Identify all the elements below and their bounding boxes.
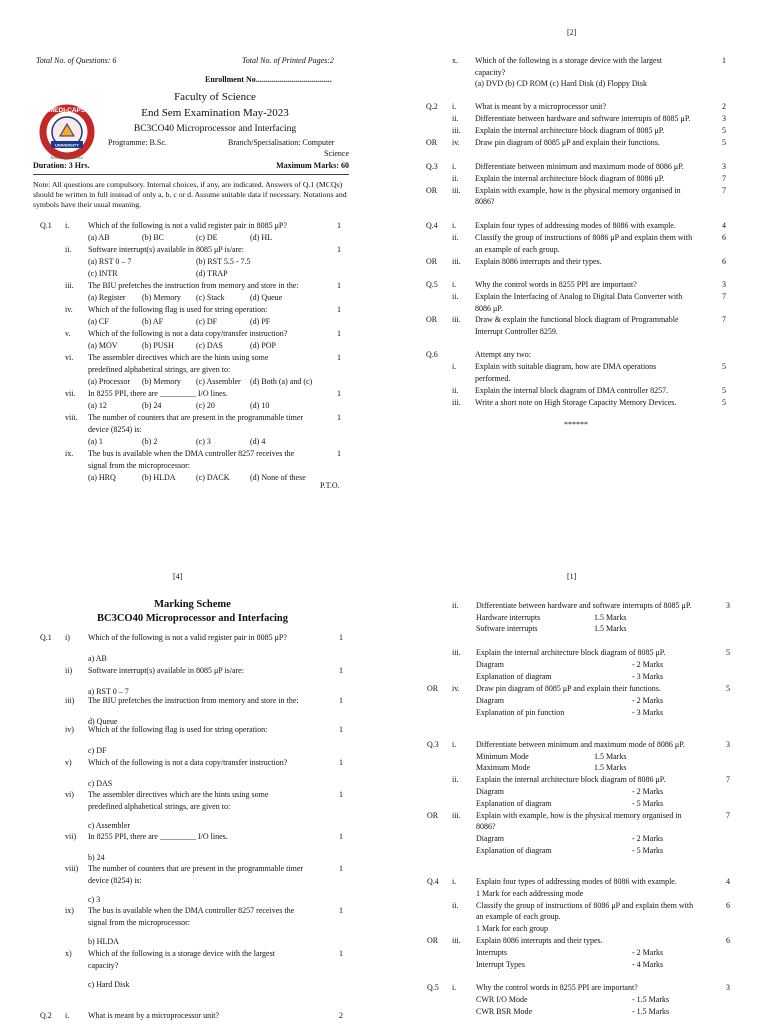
scheme-text: Explain four types of addressing modes of 8086 with example.: [476, 877, 677, 886]
scheme-text: Interrupt Types: [476, 960, 525, 969]
question-label: Q.6: [426, 350, 438, 359]
total-printed-pages: Total No. of Printed Pages:2: [242, 56, 334, 65]
exam-page-1: [0, 0, 384, 512]
marks: 1: [337, 353, 341, 362]
answer: c) DAS: [88, 779, 113, 788]
option: (b) 24: [142, 401, 162, 410]
answer: d) Queue: [88, 717, 118, 726]
question-text: 8086?: [475, 197, 495, 206]
question-label: Q.3: [427, 740, 439, 749]
marks: 2: [339, 1011, 343, 1020]
subpart-number: i.: [452, 740, 457, 749]
svg-text:UNIVERSITY: UNIVERSITY: [54, 142, 80, 148]
scheme-text: Maximum Mode: [476, 763, 530, 772]
scheme-text: Hardware interrupts: [476, 613, 541, 622]
subpart-number: viii): [65, 864, 79, 873]
marking-scheme-title: Marking Scheme: [154, 599, 231, 610]
question-text: The bus is available when the DMA controller 8257 receives the: [88, 906, 295, 915]
option: (b) BC: [142, 233, 164, 242]
question-text: signal from the microprocessor:: [88, 461, 190, 470]
marks: 1: [339, 832, 343, 841]
marks: 1: [337, 281, 341, 290]
marks: 1: [337, 449, 341, 458]
q1-label: Q.1: [40, 221, 52, 230]
option: (b) RST 5.5 - 7.5: [196, 257, 251, 266]
question-label: Q.2: [40, 1011, 52, 1020]
subpart-number: iii.: [452, 186, 461, 195]
scheme-marks: - 2 Marks: [632, 660, 664, 669]
question-number: vi.: [65, 353, 74, 362]
subpart-number: ii.: [452, 901, 459, 910]
scheme-text: 1 Mark for each addressing mode: [476, 889, 584, 898]
option: (c) DE: [196, 233, 218, 242]
subpart-number: ii.: [452, 386, 459, 395]
branch-cont: Science: [324, 149, 349, 158]
marks: 2: [722, 102, 726, 111]
marks: 4: [726, 877, 730, 886]
answer: c) Assembler: [88, 821, 130, 830]
scheme-text: Explanation of diagram: [476, 846, 552, 855]
subpart-number: i.: [452, 362, 457, 371]
marks: 1: [339, 696, 343, 705]
subpart-number: iii.: [452, 257, 461, 266]
question-label: OR: [426, 257, 438, 266]
scheme-text: 1 Mark for each group: [476, 924, 548, 933]
question-text: Explain the internal block diagram of DMA controller 8257.: [475, 386, 669, 395]
scheme-text: Diagram: [476, 660, 504, 669]
question-number: i.: [65, 221, 70, 230]
question-text: Which of the following is not a valid register pair in 8085 μP?: [88, 633, 287, 642]
question-text: (a) DVD (b) CD ROM (c) Hard Disk (d) Floppy Disk: [475, 79, 647, 88]
question-text: Software interrupt(s) available in 8085 μP is/are:: [88, 666, 244, 675]
question-label: OR: [427, 811, 439, 820]
duration: Duration: 3 Hrs.: [33, 161, 90, 170]
answer: c) DF: [88, 746, 107, 755]
question-number: ix.: [65, 449, 74, 458]
marks: 1: [337, 329, 341, 338]
marks: 7: [726, 811, 730, 820]
question-number: iv.: [65, 305, 73, 314]
marking-scheme-page: [0, 512, 384, 1024]
subpart-number: iii.: [452, 811, 461, 820]
scheme-text: Explanation of diagram: [476, 672, 552, 681]
scheme-text: Diagram: [476, 787, 504, 796]
question-text: performed.: [475, 374, 511, 383]
scheme-text: Draw pin diagram of 8085 μP and explain their functions.: [476, 684, 661, 693]
option: (d) 4: [250, 437, 266, 446]
branch: Branch/Specialisation: Computer: [228, 138, 335, 147]
answer: a) RST 0 – 7: [88, 687, 129, 696]
subpart-number: iv.: [452, 684, 460, 693]
page-number: [1]: [567, 572, 577, 581]
question-text: capacity?: [88, 961, 119, 970]
question-text: The assembler directives which are the hints using some: [88, 353, 269, 362]
question-text: Explain with suitable diagram, how are DMA operations: [475, 362, 657, 371]
scheme-marks: - 1.5 Marks: [632, 1007, 670, 1016]
marks: 7: [722, 186, 726, 195]
subpart-number: iii.: [452, 398, 461, 407]
subpart-number: i.: [452, 280, 457, 289]
question-text: The number of counters that are present in the programmable timer: [88, 864, 304, 873]
question-text: Explain four types of addressing modes of 8086 with example.: [475, 221, 676, 230]
scheme-text: Minimum Mode: [476, 752, 529, 761]
question-text: capacity?: [475, 68, 506, 77]
question-text: The number of counters that are present in the programmable timer: [88, 413, 304, 422]
marks: 1: [337, 389, 341, 398]
scheme-text: Explain the internal architecture block diagram of 8086 μP.: [476, 775, 666, 784]
question-text: In 8255 PPI, there are _________ I/O lines.: [88, 832, 228, 841]
marks: 7: [722, 174, 726, 183]
question-text: Which of the following flag is used for string operation:: [88, 305, 268, 314]
exam-name: End Sem Examination May-2023: [141, 107, 289, 119]
question-text: Draw pin diagram of 8085 μP and explain their functions.: [475, 138, 660, 147]
university-logo: [36, 102, 98, 160]
marks: 6: [722, 257, 726, 266]
option: (c) DACK: [196, 473, 230, 482]
option: (d) POP: [250, 341, 277, 350]
option: (a) RST 0 – 7: [88, 257, 132, 266]
marks: 7: [722, 315, 726, 324]
scheme-text: Diagram: [476, 834, 504, 843]
scheme-text: Interrupts: [476, 948, 508, 957]
scheme-marks: - 2 Marks: [632, 787, 664, 796]
question-text: The bus is available when the DMA controller 8257 receives the: [88, 449, 295, 458]
marking-scheme-course: BC3CO40 Microprocessor and Interfacing: [96, 613, 289, 624]
question-text: device (8254) is:: [88, 876, 142, 885]
option: (d) TRAP: [196, 269, 228, 278]
answer: c) 3: [88, 895, 101, 904]
question-text: 8086 μP.: [475, 304, 503, 313]
subpart-number: iii.: [452, 936, 461, 945]
scheme-text: Explain 8086 interrupts and their types.: [476, 936, 603, 945]
question-text: Write a short note on High Storage Capacity Memory Devices.: [475, 398, 677, 407]
marks: 6: [722, 233, 726, 242]
option: (a) Processor: [88, 377, 130, 386]
marks: 1: [339, 790, 343, 799]
question-label: Q.3: [426, 162, 438, 171]
marks: 6: [726, 936, 730, 945]
marks: 1: [339, 758, 343, 767]
enrollment-number: Enrollment No......................................: [205, 75, 332, 84]
question-text: In 8255 PPI, there are _________ I/O lines.: [88, 389, 228, 398]
question-text: Differentiate between minimum and maximum mode of 8086 μP.: [475, 162, 684, 171]
scheme-marks: - 3 Marks: [632, 708, 664, 717]
question-label: Q.1: [40, 633, 52, 642]
scheme-marks: - 5 Marks: [632, 799, 664, 808]
svg-text:Knowledge is Power: Knowledge is Power: [50, 155, 84, 160]
marks: 1: [337, 305, 341, 314]
question-number: vii.: [65, 389, 76, 398]
subpart-number: ii.: [452, 233, 459, 242]
subpart-number: vii): [65, 832, 77, 841]
scheme-text: Explanation of diagram: [476, 799, 552, 808]
subpart-number: ii.: [452, 775, 459, 784]
question-text: Explain with example, how is the physical memory organised in: [475, 186, 681, 195]
question-label: Q.4: [427, 877, 439, 886]
option: (b) AF: [142, 317, 164, 326]
marks: 1: [339, 666, 343, 675]
marks: 5: [722, 138, 726, 147]
scheme-marks: - 4 Marks: [632, 960, 664, 969]
instructions-note: Note: All questions are compulsory. Internal choices, if any, are indicated. Answers of Q.1 (MCQs) should be written in full instead of only a, b, c or d. Assume suitable data if necessary. Notations and symbols have their usual meaning.: [33, 180, 347, 209]
marks: 3: [722, 280, 726, 289]
scheme-marks: - 1.5 Marks: [632, 995, 670, 1004]
subpart-number: ii.: [452, 114, 459, 123]
marks: 6: [726, 901, 730, 910]
marks: 3: [722, 162, 726, 171]
question-text: Explain the internal architecture block diagram of 8085 μP.: [475, 126, 665, 135]
page-number: [2]: [567, 28, 577, 37]
scheme-text: Software interrupts: [476, 624, 538, 633]
scheme-marks: - 3 Marks: [632, 672, 664, 681]
pto: P.T.O.: [320, 481, 340, 490]
question-text: Explain the Interfacing of Analog to Digital Data Converter with: [475, 292, 683, 301]
question-text: Differentiate between hardware and software interrupts of 8085 μP.: [475, 114, 691, 123]
question-number: iii.: [65, 281, 74, 290]
question-label: Q.4: [426, 221, 438, 230]
exam-page-2: [384, 0, 768, 512]
option: (d) PF: [250, 317, 271, 326]
option: (b) PUSH: [142, 341, 174, 350]
subpart-number: i): [65, 633, 70, 642]
marking-scheme-page-1: [384, 512, 768, 1024]
marks: 1: [722, 56, 726, 65]
scheme-text: Differentiate between minimum and maximum mode of 8086 μP.: [476, 740, 685, 749]
marks: 7: [726, 775, 730, 784]
marks: 5: [722, 362, 726, 371]
divider: [33, 174, 349, 175]
scheme-text: Explain the internal architecture block diagram of 8085 μP.: [476, 648, 666, 657]
subpart-number: i.: [452, 983, 457, 992]
scheme-marks: - 2 Marks: [632, 948, 664, 957]
scheme-text: Classify the group of instructions of 8086 μP and explain them with: [476, 901, 694, 910]
scheme-text: an example of each group.: [476, 912, 561, 921]
option: (a) CF: [88, 317, 109, 326]
question-label: Q.5: [426, 280, 438, 289]
svg-text:MEDI-CAPS: MEDI-CAPS: [48, 107, 86, 114]
option: (b) HLDA: [142, 473, 176, 482]
question-number: viii.: [65, 413, 78, 422]
marks: 3: [726, 601, 730, 610]
question-label: OR: [427, 936, 439, 945]
scheme-text: Explanation of pin function: [476, 708, 565, 717]
question-text: The BIU prefetches the instruction from memory and store in the:: [88, 281, 299, 290]
marks: 1: [339, 949, 343, 958]
answer: b) HLDA: [88, 937, 119, 946]
question-text: predefined alphabetical strings, are given to:: [88, 802, 231, 811]
scheme-text: CWR BSR Mode: [476, 1007, 533, 1016]
option: (c) Assembler: [196, 377, 241, 386]
question-text: Which of the following is not a data copy/transfer instruction?: [88, 758, 288, 767]
option: (c) DAS: [196, 341, 223, 350]
subpart-number: i.: [452, 221, 457, 230]
subpart-number: vi): [65, 790, 74, 799]
marks: 5: [726, 684, 730, 693]
subpart-number: ii.: [452, 292, 459, 301]
option: (b) 2: [142, 437, 158, 446]
question-text: Which of the following is a storage device with the largest: [88, 949, 275, 958]
programme: Programme: B.Sc.: [108, 138, 167, 147]
question-text: device (8254) is:: [88, 425, 142, 434]
option: (d) None of these: [250, 473, 306, 482]
subpart-number: iii.: [452, 315, 461, 324]
faculty-name: Faculty of Science: [174, 91, 256, 103]
option: (d) Queue: [250, 293, 283, 302]
question-text: Which of the following flag is used for string operation:: [88, 725, 268, 734]
question-text: Explain the internal architecture block diagram of 8086 μP.: [475, 174, 665, 183]
course-name: BC3CO40 Microprocessor and Interfacing: [133, 124, 297, 134]
subpart-number: iii.: [452, 126, 461, 135]
subpart-number: x.: [452, 56, 458, 65]
question-text: Which of the following is not a valid register pair in 8085 μP?: [88, 221, 287, 230]
question-text: Interrupt Controller 8259.: [475, 327, 558, 336]
subpart-number: i.: [65, 1011, 70, 1020]
option: (c) 3: [196, 437, 211, 446]
option: (a) 1: [88, 437, 103, 446]
option: (d) Both (a) and (c): [250, 377, 313, 386]
subpart-number: iii): [65, 696, 75, 705]
question-label: OR: [426, 186, 438, 195]
question-text: signal from the microprocessor:: [88, 918, 190, 927]
option: (a) HRQ: [88, 473, 116, 482]
marks: 3: [726, 740, 730, 749]
question-text: Which of the following is a storage device with the largest: [475, 56, 662, 65]
question-label: Q.5: [427, 983, 439, 992]
subpart-number: i.: [452, 162, 457, 171]
scheme-text: 8086?: [476, 822, 496, 831]
question-text: Why the control words in 8255 PPI are important?: [475, 280, 637, 289]
scheme-text: Diagram: [476, 696, 504, 705]
question-label: OR: [427, 684, 439, 693]
scheme-marks: 1.5 Marks: [594, 763, 627, 772]
question-text: Classify the group of instructions of 8086 μP and explain them with: [475, 233, 693, 242]
option: (a) 12: [88, 401, 107, 410]
question-text: What is meant by a microprocessor unit?: [475, 102, 607, 111]
subpart-number: ii.: [452, 174, 459, 183]
scheme-marks: 1.5 Marks: [594, 624, 627, 633]
option: (c) 20: [196, 401, 215, 410]
question-text: The BIU prefetches the instruction from memory and store in the:: [88, 696, 299, 705]
question-text: predefined alphabetical strings, are given to:: [88, 365, 231, 374]
scheme-marks: - 2 Marks: [632, 834, 664, 843]
scheme-text: Explain with example, how is the physical memory organised in: [476, 811, 682, 820]
scheme-text: Why the control words in 8255 PPI are important?: [476, 983, 638, 992]
subpart-number: i.: [452, 877, 457, 886]
marks: 1: [337, 413, 341, 422]
marks: 5: [722, 126, 726, 135]
subpart-number: iv.: [452, 138, 460, 147]
marks: 1: [339, 725, 343, 734]
marks: 1: [337, 245, 341, 254]
question-label: OR: [426, 138, 438, 147]
answer: a) AB: [88, 654, 107, 663]
subpart-number: i.: [452, 102, 457, 111]
question-text: an example of each group.: [475, 245, 560, 254]
marks: 3: [726, 983, 730, 992]
question-label: Q.2: [426, 102, 438, 111]
subpart-number: iii.: [452, 648, 461, 657]
marks: 1: [337, 221, 341, 230]
option: (c) DF: [196, 317, 218, 326]
option: (d) HL: [250, 233, 272, 242]
subpart-number: ii.: [452, 601, 459, 610]
option: (c) Stack: [196, 293, 225, 302]
end-stars: ******: [564, 420, 588, 429]
scheme-text: CWR I/O Mode: [476, 995, 528, 1004]
question-text: Draw & explain the functional block diagram of Programmable: [475, 315, 679, 324]
marks: 1: [339, 633, 343, 642]
answer: b) 24: [88, 853, 105, 862]
scheme-marks: 1.5 Marks: [594, 752, 627, 761]
marks: 5: [722, 398, 726, 407]
subpart-number: x): [65, 949, 72, 958]
question-text: Attempt any two:: [475, 350, 531, 359]
subpart-number: iv): [65, 725, 74, 734]
option: (b) Memory: [142, 293, 181, 302]
marks: 4: [722, 221, 726, 230]
subpart-number: ix): [65, 906, 74, 915]
option: (c) INTR: [88, 269, 118, 278]
marks: 5: [722, 386, 726, 395]
marks: 5: [726, 648, 730, 657]
option: (a) MOV: [88, 341, 118, 350]
marks: 1: [339, 906, 343, 915]
option: (d) 10: [250, 401, 270, 410]
scheme-marks: - 2 Marks: [632, 696, 664, 705]
question-text: Software interrupt(s) available in 8085 μP is/are:: [88, 245, 244, 254]
scheme-marks: - 5 Marks: [632, 846, 664, 855]
question-number: ii.: [65, 245, 72, 254]
subpart-number: ii): [65, 666, 73, 675]
page-number: [4]: [173, 572, 183, 581]
option: (b) Memory: [142, 377, 181, 386]
scheme-text: Differentiate between hardware and software interrupts of 8085 μP.: [476, 601, 692, 610]
option: (a) AB: [88, 233, 110, 242]
question-label: OR: [426, 315, 438, 324]
marks: 7: [722, 292, 726, 301]
total-questions: Total No. of Questions: 6: [36, 56, 117, 65]
marks: 1: [339, 864, 343, 873]
question-text: What is meant by a microprocessor unit?: [88, 1011, 220, 1020]
option: (a) Register: [88, 293, 126, 302]
subpart-number: v): [65, 758, 72, 767]
question-text: Which of the following is not a data copy/transfer instruction?: [88, 329, 288, 338]
maximum-marks: Maximum Marks: 60: [276, 161, 349, 170]
question-text: The assembler directives which are the hints using some: [88, 790, 269, 799]
answer: c) Hard Disk: [88, 980, 130, 989]
question-text: Explain 8086 interrupts and their types.: [475, 257, 602, 266]
question-number: v.: [65, 329, 71, 338]
scheme-marks: 1.5 Marks: [594, 613, 627, 622]
marks: 3: [722, 114, 726, 123]
